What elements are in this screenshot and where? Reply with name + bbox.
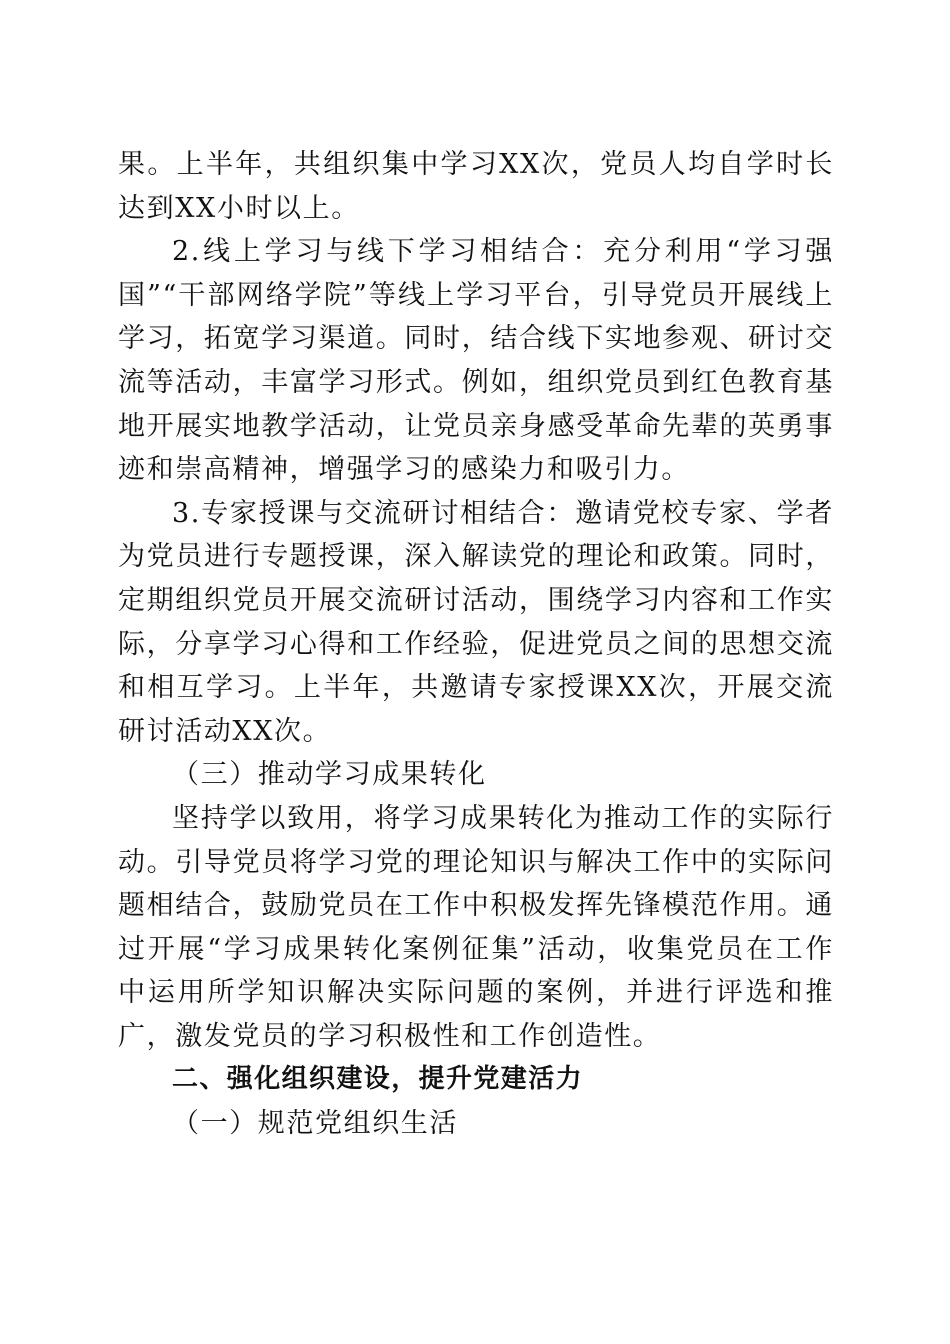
section-heading-party-life: （一）规范党组织生活 [172,1108,458,1140]
body-text [118,143,834,1146]
paragraph-online-offline-learning: 2.线上学习与线下学习相结合：充分利用“学习强国”“干部网络学院”等线上学习平台，引导党员开展线上学习，拓宽学习渠道。同时，结合线下实地参观、研讨交流等活动，丰富学习形式。例如，组织党员到红色教育基地开展实地教学活动，让党员亲身感受革命先辈的英勇事迹和崇高精神，增强学习的感染力和吸引力。 [118,236,834,486]
paragraph-continuation: 果。上半年，共组织集中学习XX次，党员人均自学时长达到XX小时以上。 [118,149,834,224]
paragraph-expert-lectures: 3.专家授课与交流研讨相结合：邀请党校专家、学者为党员进行专题授课，深入解读党的理论和政策。同时，定期组织党员开展交流研讨活动，围绕学习内容和工作实际，分享学习心得和工作经验，促进党员之间的思想交流和相互学习。上半年，共邀请专家授课XX次，开展交流研讨活动XX次。 [118,497,834,747]
section-heading-learning-outcomes: （三）推动学习成果转化 [172,759,487,791]
paragraph-learning-outcomes: 坚持学以致用，将学习成果转化为推动工作的实际行动。引导党员将学习党的理论知识与解决工作中的实际问题相结合，鼓励党员在工作中积极发挥先锋模范作用。通过开展“学习成果转化案例征集”活动，收集党员在工作中运用所学知识解决实际问题的案例，并进行评选和推广，激发党员的学习积极性和工作创造性。 [118,802,834,1052]
chapter-heading-organization: 二、强化组织建设，提升党建活力 [172,1064,584,1095]
